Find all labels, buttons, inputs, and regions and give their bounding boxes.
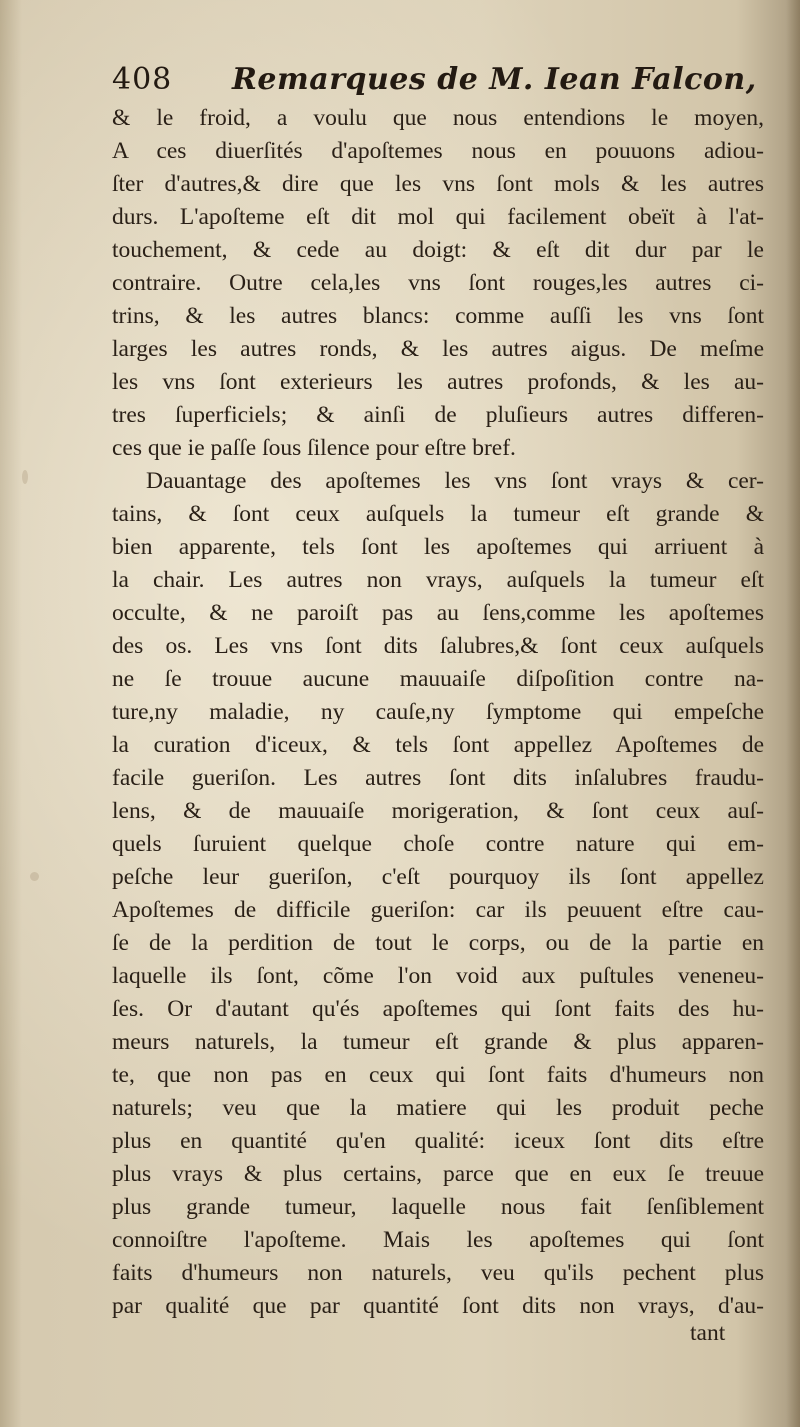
text-line: durs. L'apoſteme eſt dit mol qui facilement obeït à l'at-: [112, 204, 764, 230]
foxing-spot: [30, 872, 39, 881]
text-line: te, que non pas en ceux qui ſont faits d'humeurs non: [112, 1062, 764, 1088]
foxing-spot: [22, 470, 28, 484]
catchword: tant: [690, 1320, 726, 1346]
text-line: ces que ie paſſe ſous ſilence pour eſtre bref.: [112, 435, 516, 461]
text-line: meurs naturels, la tumeur eſt grande & plus apparen-: [112, 1029, 764, 1055]
text-line: trins, & les autres blancs: comme auſſi les vns ſont: [112, 303, 764, 329]
running-title: Remarques de M. Iean Falcon,: [232, 62, 757, 97]
page-header: [112, 58, 772, 108]
text-line: quels ſuruient quelque choſe contre nature qui em-: [112, 831, 764, 857]
text-line: plus vrays & plus certains, parce que en eux ſe treuue: [112, 1161, 764, 1187]
page-number: 408: [112, 62, 173, 97]
text-line: lens, & de mauuaiſe morigeration, & ſont ceux auſ-: [112, 798, 764, 824]
text-line: la chair. Les autres non vrays, auſquels la tumeur eſt: [112, 567, 764, 593]
text-line: les vns ſont exterieurs les autres profonds, & les au-: [112, 369, 764, 395]
page-edge-shadow: [786, 0, 800, 1427]
text-line: plus en quantité qu'en qualité: iceux ſont dits eſtre: [112, 1128, 764, 1154]
text-line: connoiſtre l'apoſteme. Mais les apoſtemes qui ſont: [112, 1227, 764, 1253]
text-line: ne ſe trouue aucune mauuaiſe diſpoſition contre na-: [112, 666, 764, 692]
text-line: plus grande tumeur, laquelle nous fait ſenſiblement: [112, 1194, 764, 1220]
text-line: larges les autres ronds, & les autres aigus. De meſme: [112, 336, 764, 362]
text-line: facile gueriſon. Les autres ſont dits inſalubres fraudu-: [112, 765, 764, 791]
text-line: tres ſuperficiels; & ainſi de pluſieurs autres differen-: [112, 402, 764, 428]
text-line: & le froid, a voulu que nous entendions le moyen,: [112, 105, 764, 131]
text-line: peſche leur gueriſon, c'eſt pourquoy ils ſont appellez: [112, 864, 764, 890]
text-line: occulte, & ne paroiſt pas au ſens,comme les apoſtemes: [112, 600, 764, 626]
text-line: tains, & ſont ceux auſquels la tumeur eſt grande &: [112, 501, 764, 527]
text-line: ſter d'autres,& dire que les vns ſont mols & les autres: [112, 171, 764, 197]
text-line: Apoſtemes de difficile gueriſon: car ils peuuent eſtre cau-: [112, 897, 764, 923]
text-line: ſe de la perdition de tout le corps, ou de la partie en: [112, 930, 764, 956]
text-line: par qualité que par quantité ſont dits non vrays, d'au-: [112, 1293, 764, 1319]
text-line: des os. Les vns ſont dits ſalubres,& ſont ceux auſquels: [112, 633, 764, 659]
text-line: bien apparente, tels ſont les apoſtemes qui arriuent à: [112, 534, 764, 560]
paragraph-start-line: Dauantage des apoſtemes les vns ſont vrays & cer-: [146, 468, 764, 494]
text-line: contraire. Outre cela,les vns ſont rouges,les autres ci-: [112, 270, 764, 296]
text-line: ſes. Or d'autant qu'és apoſtemes qui ſont faits des hu-: [112, 996, 764, 1022]
text-line: naturels; veu que la matiere qui les produit peche: [112, 1095, 764, 1121]
text-line: A ces diuerſités d'apoſtemes nous en pouuons adiou-: [112, 138, 764, 164]
text-line: laquelle ils ſont, cõme l'on void aux puſtules veneneu-: [112, 963, 764, 989]
body-text: [112, 102, 764, 1323]
text-line: faits d'humeurs non naturels, veu qu'ils pechent plus: [112, 1260, 764, 1286]
text-line: touchement, & cede au doigt: & eſt dit dur par le: [112, 237, 764, 263]
text-line: la curation d'iceux, & tels ſont appellez Apoſtemes de: [112, 732, 764, 758]
text-line: ture,ny maladie, ny cauſe,ny ſymptome qui empeſche: [112, 699, 764, 725]
